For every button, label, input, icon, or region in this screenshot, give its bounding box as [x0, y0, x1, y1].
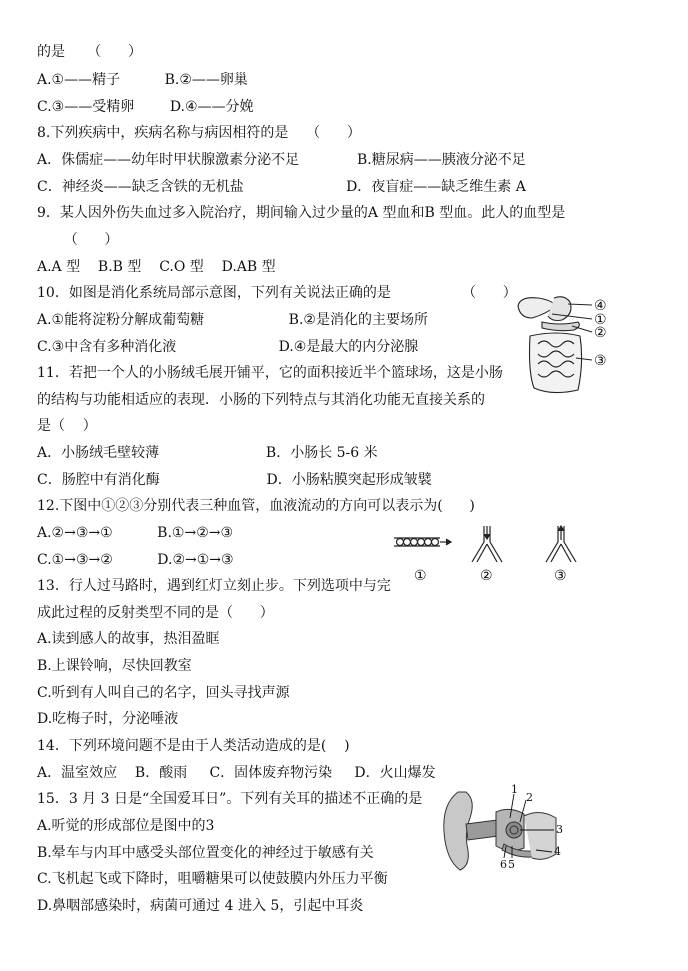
- cochlea-icon: [506, 822, 522, 838]
- vessel-label-3: ③: [554, 568, 567, 584]
- q7-stem-end: 的是 （ ）: [37, 44, 142, 60]
- digestive-label-4: ④: [594, 298, 607, 314]
- diverging-vessel-icon: [546, 526, 576, 562]
- q13-option-b: B.上课铃响，尽快回教室: [37, 658, 192, 674]
- digestive-label-2: ②: [594, 325, 607, 341]
- converging-vessel-icon: [472, 526, 502, 562]
- vessel-label-1: ①: [414, 568, 427, 584]
- q13-stem-line1: 13．行人过马路时，遇到红灯立刻止步。下列选项中与完: [37, 578, 391, 594]
- vessel-label-2: ②: [480, 568, 493, 584]
- ear-figure: [440, 784, 570, 876]
- ear-label-4: 4: [554, 845, 561, 858]
- q10-options-ab: A.①能将淀粉分解成葡萄糖 B.②是消化的主要场所: [37, 312, 428, 328]
- q10-options-cd: C.③中含有多种消化液 D.④是最大的内分泌腺: [37, 339, 419, 355]
- q9-stem: 9．某人因外伤失血过多入院治疗，期间输入过少量的A 型血和B 型血。此人的血型是: [37, 205, 566, 221]
- large-intestine-shape: [530, 333, 582, 393]
- digestive-label-1: ①: [594, 312, 607, 328]
- q11-options-ab: A．小肠绒毛壁较薄 B．小肠长 5-6 米: [37, 445, 378, 461]
- q7-options-cd: C.③——受精卵 D.④——分娩: [37, 99, 254, 115]
- q13-stem-line2: 成此过程的反射类型不同的是（ ）: [37, 605, 274, 621]
- q9-answer-blank: （ ）: [37, 232, 119, 248]
- ear-label-5: 5: [508, 858, 515, 871]
- q8-options-cd: C．神经炎——缺乏含铁的无机盐 D．夜盲症——缺乏维生素 A: [37, 179, 526, 195]
- digestive-system-figure: [512, 292, 616, 400]
- q11-options-cd: C．肠腔中有消化酶 D．小肠粘膜突起形成皱襞: [37, 472, 432, 488]
- q15-option-b: B.晕车与内耳中感受头部位置变化的神经过于敏感有关: [37, 845, 374, 861]
- q8-options-ab: A．侏儒症——幼年时甲状腺激素分泌不足 B.糖尿病——胰液分泌不足: [37, 152, 526, 168]
- q15-option-c: C.飞机起飞或下降时，咀嚼糖果可以使鼓膜内外压力平衡: [37, 871, 388, 887]
- q14-stem: 14．下列环境问题不是由于人类活动造成的是( ): [37, 738, 350, 754]
- q13-option-c: C.听到有人叫自己的名字，回头寻找声源: [37, 685, 290, 701]
- ear-canal-shape: [466, 820, 498, 840]
- q11-stem-line2: 的结构与功能相适应的表现．小肠的下列特点与其消化功能无直接关系的: [37, 392, 485, 408]
- q15-option-a: A.听觉的形成部位是图中的3: [37, 818, 215, 834]
- ear-label-6: 6: [500, 858, 507, 871]
- ear-label-2: 2: [526, 791, 533, 804]
- q12-options-ab: A.②→③→① B.①→②→③: [37, 525, 234, 541]
- q15-stem: 15．3 月 3 日是“全国爱耳日”。下列有关耳的描述不正确的是: [37, 791, 423, 807]
- stomach-shape: [548, 297, 571, 321]
- blood-vessels-figure: [392, 520, 590, 586]
- ear-label-3: 3: [556, 823, 563, 836]
- q13-option-a: A.读到感人的故事，热泪盈眶: [37, 631, 220, 647]
- q12-options-cd: C.①→③→② D.②→①→③: [37, 552, 234, 568]
- q13-option-d: D.吃梅子时，分泌唾液: [37, 711, 179, 727]
- q15-option-d: D.鼻咽部感染时，病菌可通过 4 进入 5，引起中耳炎: [37, 898, 364, 914]
- q7-options-ab: A.①——精子 B.②——卵巢: [37, 72, 248, 88]
- q9-options: A.A 型 B.B 型 C.O 型 D.AB 型: [37, 259, 276, 275]
- q14-options: A．温室效应 B．酸雨 C．固体废弃物污染 D．火山爆发: [37, 765, 436, 781]
- q11-stem-line3: 是（ ）: [37, 418, 97, 434]
- q11-stem-line1: 11．若把一个人的小肠绒毛展开铺平，它的面积接近半个篮球场，这是小肠: [37, 365, 503, 381]
- q12-stem: 12.下图中①②③分别代表三种血管，血液流动的方向可以表示为( ): [37, 498, 475, 514]
- capillary-chain-icon: [394, 538, 451, 546]
- q10-stem: 10．如图是消化系统局部示意图，下列有关说法正确的是 （ ）: [37, 285, 517, 301]
- q8-stem: 8.下列疾病中，疾病名称与病因相符的是 （ ）: [37, 125, 361, 141]
- ear-label-1: 1: [511, 784, 518, 796]
- digestive-label-3: ③: [594, 353, 607, 369]
